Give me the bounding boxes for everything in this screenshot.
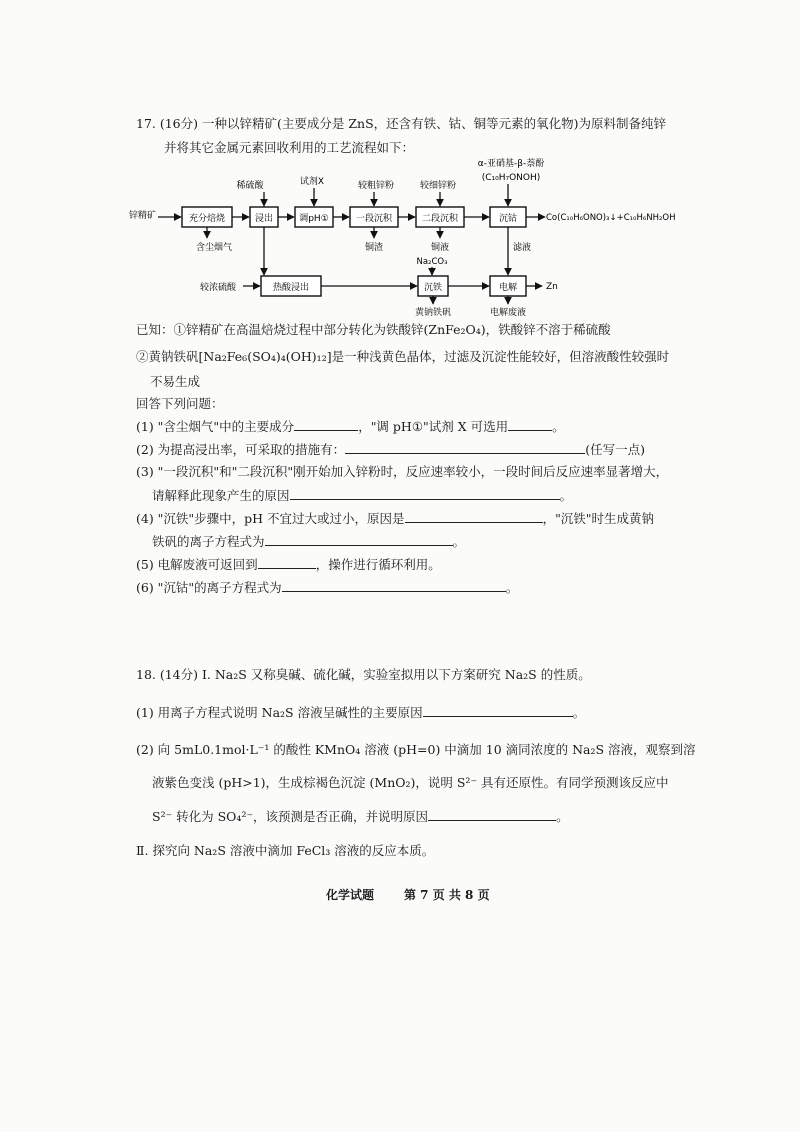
q17-sub3: (3) "一段沉积"和"二段沉积"刚开始加入锌粉时，反应速率较小，一段时间后反应速率显著增大， (136, 464, 669, 479)
q17-sub4-cont: 铁矾的离子方程式为 。 (152, 534, 466, 549)
svg-text:沉钴: 沉钴 (498, 214, 518, 224)
svg-text:充分焙烧: 充分焙烧 (188, 214, 226, 224)
svg-text:调pH①: 调pH① (299, 214, 329, 224)
known-3: 不易生成 (150, 374, 201, 389)
answer-blank[interactable] (428, 808, 556, 821)
label-jarosite: 黄钠铁矾 (414, 308, 452, 318)
q17-sub2: (2) 为提高浸出率，可采取的措施有： (任写一点) (136, 442, 645, 457)
q18-part2: Ⅱ. 探究向 Na₂S 溶液中滴加 FeCl₃ 溶液的反应本质。 (136, 843, 435, 858)
svg-text:二段沉积: 二段沉积 (421, 214, 459, 224)
label-coarse-zn: 较粗锌粉 (357, 181, 395, 191)
label-cu-slag: 铜渣 (364, 243, 384, 253)
q17-heading-cont: 并将其它金属元素回收利用的工艺流程如下： (164, 140, 415, 155)
svg-text:热酸浸出: 热酸浸出 (272, 283, 310, 293)
label-waste: 电解废液 (489, 308, 527, 318)
answer-blank[interactable] (282, 579, 506, 592)
label-reagent-x: 试剂X (299, 177, 325, 187)
svg-text:浸出: 浸出 (254, 214, 274, 224)
answer-blank[interactable] (290, 487, 560, 500)
q17-sub6: (6) "沉钴"的离子方程式为 。 (136, 580, 519, 595)
answer-blank[interactable] (258, 556, 316, 569)
answer-blank[interactable] (345, 441, 585, 454)
q17-sub3-cont: 请解释此现象产生的原因 。 (152, 488, 573, 503)
label-conc-acid: 较浓硫酸 (200, 283, 237, 293)
answer-prompt: 回答下列问题： (136, 396, 224, 411)
svg-text:电解: 电解 (498, 283, 518, 293)
q18-sub2-cont2: S²⁻ 转化为 SO₄²⁻，该预测是否正确，并说明原因 。 (152, 809, 569, 824)
answer-blank[interactable] (423, 704, 573, 717)
q17-sub4: (4) "沉铁"步骤中，pH 不宜过大或过小，原因是 ，"沉铁"时生成黄钠 (136, 511, 655, 526)
answer-blank[interactable] (508, 418, 552, 431)
label-organic-2: (C₁₀H₇ONOH) (481, 173, 541, 183)
q17-heading: 17. (16分) 一种以锌精矿(主要成分是 ZnS，还含有铁、钴、铜等元素的氧化物)为原料制备纯锌 (136, 116, 667, 131)
label-fine-zn: 较细锌粉 (419, 181, 457, 191)
label-filtrate: 滤液 (513, 243, 532, 253)
q18-sub1: (1) 用离子方程式说明 Na₂S 溶液呈碱性的主要原因 。 (136, 705, 586, 720)
label-raw: 锌精矿 (129, 211, 157, 221)
label-na2co3: Na₂CO₃ (416, 257, 448, 267)
answer-blank[interactable] (405, 510, 543, 523)
label-dilute-acid: 稀硫酸 (236, 181, 264, 191)
label-product: Co(C₁₀H₆ONO)₃↓+C₁₀H₆NH₂OH (546, 213, 676, 223)
q18-heading: 18. (14分) Ⅰ. Na₂S 又称臭碱、硫化碱，实验室拟用以下方案研究 Na₂S 的性质。 (136, 667, 591, 682)
q18-sub2: (2) 向 5mL0.1mol·L⁻¹ 的酸性 KMnO₄ 溶液 (pH=0) 中滴加 10 滴同浓度的 Na₂S 溶液，观察到溶 (136, 742, 696, 757)
label-cu-liquid: 铜液 (430, 243, 450, 253)
footer-subject: 化学试题 (326, 888, 375, 902)
process-flow-diagram (126, 158, 686, 323)
answer-blank[interactable] (265, 533, 453, 546)
known-1: 已知：①锌精矿在高温焙烧过程中部分转化为铁酸锌(ZnFe₂O₄)，铁酸锌不溶于稀硫酸 (136, 322, 611, 337)
svg-text:沉铁: 沉铁 (423, 283, 443, 293)
q17-sub5: (5) 电解废液可返回到 ，操作进行循环利用。 (136, 557, 441, 572)
known-2: ②黄钠铁矾[Na₂Fe₆(SO₄)₄(OH)₁₂]是一种浅黄色晶体，过滤及沉淀性能较好，但溶液酸性较强时 (136, 349, 670, 364)
label-dust: 含尘烟气 (196, 243, 233, 253)
q17-sub1: (1) "含尘烟气"中的主要成分 ，"调 pH①"试剂 X 可选用 。 (136, 419, 565, 434)
label-zn: Zn (546, 282, 558, 292)
answer-blank[interactable] (294, 418, 358, 431)
label-organic-1: α-亚硝基-β-萘酚 (477, 159, 545, 169)
svg-text:一段沉积: 一段沉积 (355, 214, 393, 224)
footer-page-number: 第 7 页 共 8 页 (404, 888, 490, 902)
q18-sub2-cont: 液紫色变浅 (pH>1)，生成棕褐色沉淀 (MnO₂)，说明 S²⁻ 具有还原性。有同学预测该反应中 (152, 775, 669, 790)
